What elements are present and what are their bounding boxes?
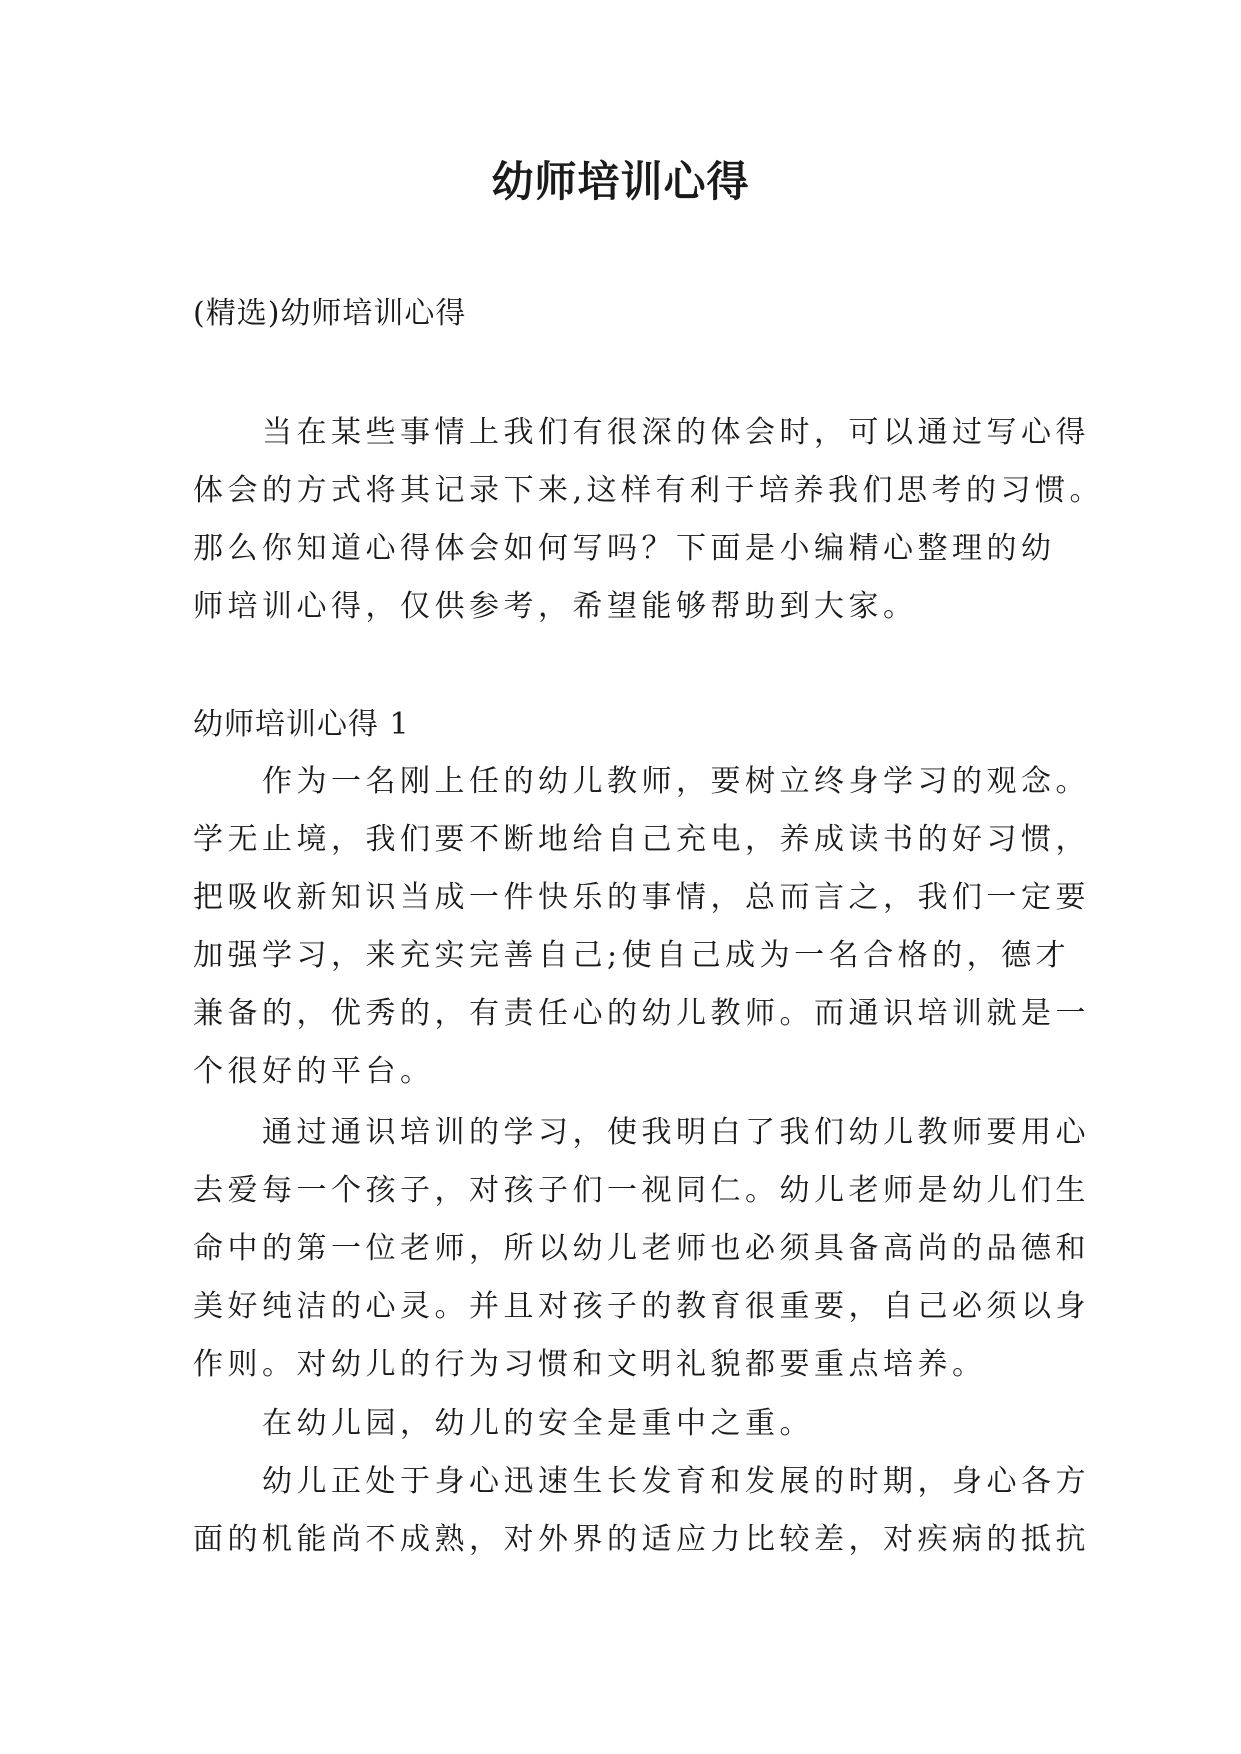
document-title: 幼师培训心得 — [491, 157, 750, 206]
paragraph-line: 面的机能尚不成熟，对外界的适应力比较差，对疾病的抵抗 — [193, 1522, 1090, 1557]
paragraph-line: 命中的第一位老师，所以幼儿老师也必须具备高尚的品德和 — [193, 1231, 1090, 1266]
paragraph-line: 兼备的，优秀的，有责任心的幼儿教师。而通识培训就是一 — [193, 996, 1090, 1031]
paragraph-line: 作则。对幼儿的行为习惯和文明礼貌都要重点培养。 — [193, 1347, 987, 1382]
paragraph-line: 学无止境，我们要不断地给自己充电，养成读书的好习惯， — [193, 822, 1090, 857]
paragraph-line: 去爱每一个孩子，对孩子们一视同仁。幼儿老师是幼儿们生 — [193, 1173, 1090, 1208]
intro-line: 当在某些事情上我们有很深的体会时，可以通过写心得 — [193, 415, 1090, 450]
body-paragraph-1 — [193, 753, 1090, 1101]
section-heading: 幼师培训心得 1 — [193, 707, 410, 742]
paragraph-line: 通过通识培训的学习，使我明白了我们幼儿教师要用心 — [193, 1115, 1090, 1150]
document-subtitle: (精选)幼师培训心得 — [193, 296, 467, 331]
paragraph-line: 加强学习，来充实完善自己;使自己成为一名合格的，德才 — [193, 938, 1071, 973]
intro-line: 体会的方式将其记录下来,这样有利于培养我们思考的习惯。 — [193, 473, 1105, 508]
paragraph-line: 把吸收新知识当成一件快乐的事情，总而言之，我们一定要 — [193, 880, 1090, 915]
body-paragraph-2 — [193, 1104, 1090, 1394]
intro-paragraph — [193, 404, 1104, 636]
paragraph-line: 在幼儿园，幼儿的安全是重中之重。 — [193, 1406, 814, 1441]
body-paragraph-4 — [193, 1453, 1090, 1569]
paragraph-line: 幼儿正处于身心迅速生长发育和发展的时期，身心各方 — [193, 1464, 1090, 1499]
intro-line: 师培训心得，仅供参考，希望能够帮助到大家。 — [193, 589, 918, 624]
paragraph-line: 作为一名刚上任的幼儿教师，要树立终身学习的观念。 — [193, 764, 1090, 799]
paragraph-line: 个很好的平台。 — [193, 1054, 435, 1089]
intro-line: 那么你知道心得体会如何写吗？下面是小编精心整理的幼 — [193, 531, 1056, 566]
paragraph-line: 美好纯洁的心灵。并且对孩子的教育很重要，自己必须以身 — [193, 1289, 1090, 1324]
body-paragraph-3 — [193, 1395, 814, 1453]
